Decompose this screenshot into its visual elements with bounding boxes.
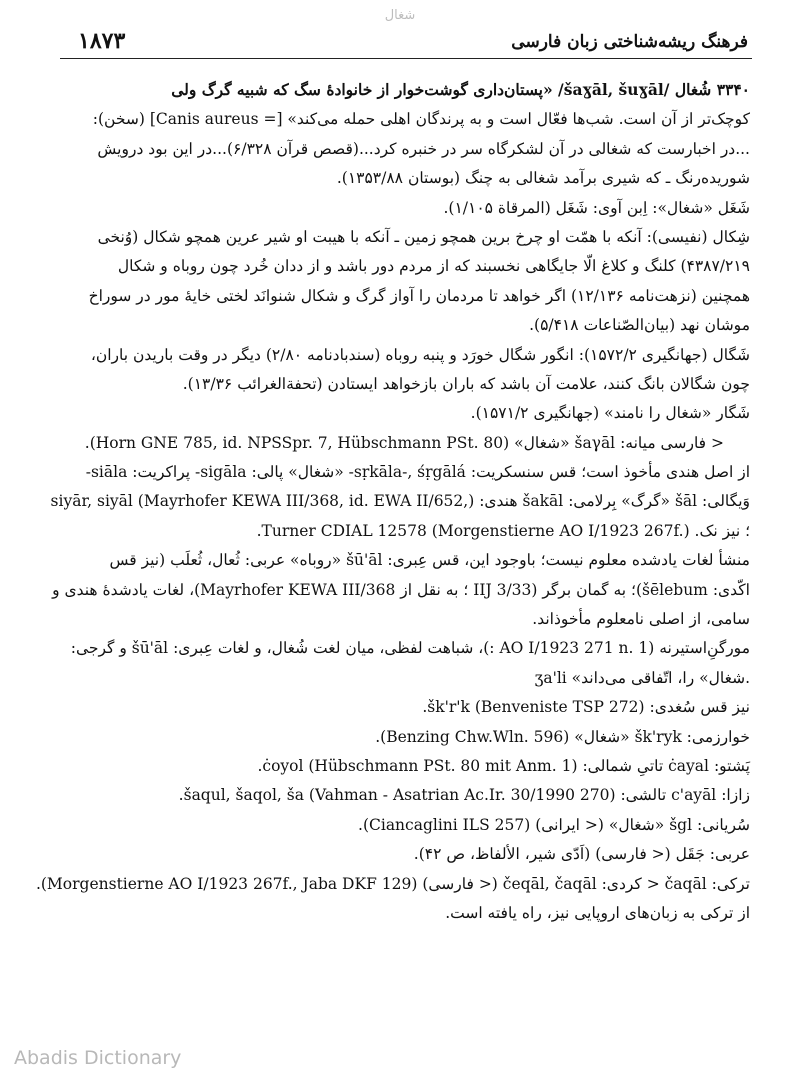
entry-line: شوریده‌رنگ ـ که شیری برآمد شغالی به چنگ (بوستان ۱۳۵۳/۸۸). <box>336 169 750 188</box>
watermark: Abadis Dictionary <box>14 1047 182 1069</box>
etymology-line: اکّدی: šēlebum)؛ به گمان برگر (IIJ 3/33 ؛ به نقل از Mayrhofer KEWA III/368)، لغات یادشدهٔ هندی و <box>52 580 750 599</box>
entry-line: شَگار «شغال را نامند» (جهانگیری ۱۵۷۱/۲). <box>470 404 750 423</box>
entry-line: شَگال (جهانگیری ۱۵۷۲/۲): انگور شگال خورَد و پنبه روباه (سندبادنامه ۲/۸۰) دیگر در وقت باریدن باران، <box>90 345 750 364</box>
entry-line: همچنین (نزهت‌نامه ۱۲/۱۳۶) اگر خواهد تا مردمان را آواز گرگ و شکال شنوانَد لختی خایهٔ مور در سوراخ <box>88 286 750 305</box>
etymology-line: از ترکی به زبان‌های اروپایی نیز، راه یافته است. <box>445 903 750 922</box>
etymology-line: ترکی: čaqāl < کردی: čeqāl, čaqāl (< فارسی) (Morgenstierne AO I/1923 267f., Jaba DKF 129). <box>35 874 750 893</box>
etymology-line: مورگنِ‌استیرنه (AO I/1923 271 n. 1 :)، شباهت لفظی، میان لغت شُغال، و لغات عِبری: šū'āl و گرجی: <box>70 639 750 658</box>
etymology-line: وَیگالی: šāl «گرگ» بِرلامی: šakāl هندی: siyār, siyāl (Mayrhofer KEWA III/368, id. EWA II/652,) <box>50 492 750 511</box>
entry-line: کوچک‌تر از آن است. شب‌ها فعّال است و به پرندگان اهلی حمله می‌کند» [= Canis aureus] (سخن): <box>92 110 750 129</box>
etymology-line: ؛ نیز نک. Turner CDIAL 12578 (Morgenstierne AO I/1923 267f.). <box>256 521 750 540</box>
header-divider <box>60 58 752 59</box>
etymology-line: سامی، از اصلی نامعلوم مأخوذاند. <box>532 610 750 629</box>
etymology-line: عربی: جَقَل (< فارسی) (اَدّی شیر، الألفاظ، ص ۴۲). <box>413 845 750 864</box>
entry-line: شِکال (نفیسی): آنکه با همّت او چرخ برین همچو زمین ـ آنکه با هیبت او شیر عرین همچو شکال (وُنخی <box>97 227 750 246</box>
etymology-line: < فارسی میانه: šaγāl «شغال» (Horn GNE 785, id. NPSSpr. 7, Hübschmann PSt. 80). <box>84 433 724 452</box>
entry-line-headword: ۳۳۴۰ شُغال /šaɣāl, šuɣāl/ «پستان‌داری گوشت‌خوار از خانوادهٔ سگ که شبیه گرگ ولی <box>171 80 750 99</box>
entry-line: موشان نهد (بیان‌الصّناعات ۵/۴۱۸). <box>529 316 750 335</box>
etymology-line: نیز قس سُغدی: šk'r'k (Benveniste TSP 272). <box>422 698 750 717</box>
dictionary-entry <box>35 80 750 932</box>
etymology-line: سُریانی: šgl «شغال» (< ایرانی) (Ciancaglini ILS 257). <box>358 815 750 834</box>
etymology-line: خوارزمی: šk'ryk «شغال» (Benzing Chw.Wln. 596). <box>375 727 750 746</box>
etymology-line: پَشتو: ċayal تاتیِ شمالی: ċoyol (Hübschmann PSt. 80 mit Anm. 1). <box>257 756 750 775</box>
book-title: فرهنگ ریشه‌شناختی زبان فارسی <box>511 32 748 52</box>
etymology-line: زازا: c'ayāl تالشی: šaqul, šaqol, ša (Vahman - Asatrian Ac.Ir. 30/1990 270). <box>178 786 750 805</box>
entry-line: ...در اخبارست که شغالی در آن لشکرگاه سر در خنبره کرد...(قصص قرآن ۶/۳۲۸)...در این بود درویش <box>97 139 750 158</box>
entry-line: شَغَل «شغال»: اِبن آوی: شَغَل (المرقاة ۱/۱۰۵). <box>443 198 750 217</box>
page-number: ۱۸۷۳ <box>78 28 126 54</box>
etymology-line: از اصل هندی مأخوذ است؛ قس سنسکریت: sṛkāla-, śṛgālá- «شغال» پالی: sigāla- پراکریت: siāla- <box>85 463 750 482</box>
etymology-line: ʒa'li «شغال» را، اتّفاقی می‌داند. <box>534 668 750 687</box>
entry-line: ۴۳۸۷/۲۱۹) کلنگ و کلاغ الّا جایگاهی نخسبند که از مردم دور باشد و از ددان خُرد چون روباه و شکال <box>117 257 750 276</box>
etymology-line: منشأ لغات یادشده معلوم نیست؛ باوجود این، قس عِبری: šū'āl «روباه» عربی: ثُعال، ثُعلَب (نیز قس <box>109 551 750 570</box>
header-keyword: شغال <box>384 8 416 23</box>
entry-line: چون شگالان بانگ کنند، علامت آن باشد که باران بازخواهد ایستادن (تحفة‌الغرائب ۱۳/۳۶). <box>182 374 750 393</box>
